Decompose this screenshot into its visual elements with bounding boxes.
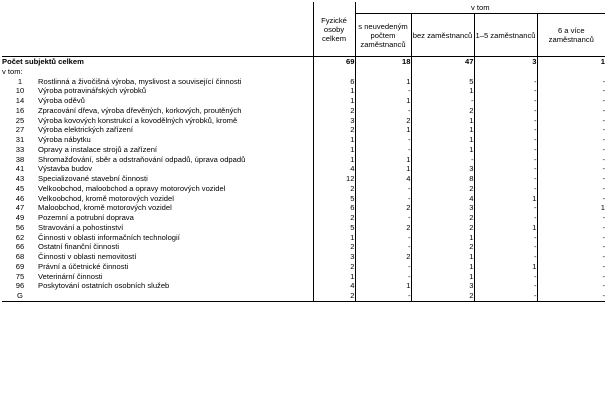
- subgroup-label: v tom:: [2, 66, 23, 76]
- row-value: -: [355, 262, 411, 272]
- row-activity-name: Činnosti v oblasti informačních technologií: [38, 232, 180, 242]
- row-value: -: [355, 86, 411, 96]
- row-code: 14: [15, 96, 25, 105]
- row-activity-name: Shromažďování, sběr a odstraňování odpadů, úprava odpadů: [38, 154, 246, 164]
- row-value: 6: [313, 203, 355, 213]
- empty-cell: [474, 67, 537, 77]
- row-value: -: [474, 213, 537, 223]
- row-value: 1: [355, 155, 411, 165]
- statistics-table: [2, 2, 605, 302]
- row-value: -: [411, 96, 474, 106]
- row-code: 38: [15, 154, 25, 164]
- total-value-all: 69: [313, 57, 355, 67]
- row-value: -: [474, 291, 537, 301]
- row-value: -: [474, 174, 537, 184]
- row-activity-name: Ostatní finanční činnosti: [38, 242, 120, 252]
- row-activity-name: Maloobchod, kromě motorových vozidel: [38, 203, 172, 213]
- row-value: 1: [355, 77, 411, 87]
- row-value: -: [355, 213, 411, 223]
- row-value: -: [537, 77, 605, 87]
- row-value: -: [537, 116, 605, 126]
- row-value: -: [537, 135, 605, 145]
- row-value: -: [355, 242, 411, 252]
- row-value: -: [474, 155, 537, 165]
- row-value: 2: [313, 184, 355, 194]
- row-value: 3: [411, 164, 474, 174]
- row-value: 1: [313, 233, 355, 243]
- row-value: 5: [411, 77, 474, 87]
- row-value: 1: [355, 164, 411, 174]
- row-value: 1: [411, 262, 474, 272]
- row-value: 5: [313, 194, 355, 204]
- table-row: [2, 77, 605, 87]
- row-value: 2: [411, 223, 474, 233]
- table-row: [2, 223, 605, 233]
- row-value: 4: [411, 194, 474, 204]
- row-value: -: [537, 125, 605, 135]
- row-code: 75: [15, 271, 25, 281]
- row-value: -: [537, 252, 605, 262]
- row-value: 4: [355, 174, 411, 184]
- table-row: [2, 164, 605, 174]
- row-value: 2: [355, 203, 411, 213]
- row-value: -: [355, 135, 411, 145]
- row-value: 1: [474, 223, 537, 233]
- row-activity-name: Opravy a instalace strojů a zařízení: [38, 144, 158, 154]
- row-value: 1: [355, 125, 411, 135]
- row-value: 1: [411, 135, 474, 145]
- row-value: -: [537, 291, 605, 301]
- table-row: [2, 184, 605, 194]
- row-value: -: [474, 86, 537, 96]
- row-code: 62: [15, 232, 25, 242]
- row-value: -: [537, 262, 605, 272]
- row-value: 1: [474, 194, 537, 204]
- table-row: [2, 252, 605, 262]
- table-row: [2, 155, 605, 165]
- row-value: -: [355, 272, 411, 282]
- row-value: 4: [313, 281, 355, 291]
- header-blank-cell: [2, 2, 313, 57]
- row-activity-name: Právní a účetnické činnosti: [38, 261, 129, 271]
- row-code: 49: [15, 213, 25, 222]
- table-row: [2, 194, 605, 204]
- row-value: -: [537, 96, 605, 106]
- row-code: 69: [15, 261, 25, 271]
- row-value: -: [474, 281, 537, 291]
- row-value: -: [355, 184, 411, 194]
- row-value: 1: [313, 272, 355, 282]
- table-row: [2, 106, 605, 116]
- row-activity-name: Výroba potravinářských výrobků: [38, 86, 147, 96]
- row-value: -: [537, 164, 605, 174]
- row-value: -: [537, 174, 605, 184]
- row-value: 5: [313, 223, 355, 233]
- total-row: [2, 57, 605, 67]
- row-value: -: [474, 125, 537, 135]
- row-code: 41: [15, 164, 25, 174]
- row-value: 1: [355, 96, 411, 106]
- row-value: -: [537, 155, 605, 165]
- row-value: 2: [411, 106, 474, 116]
- row-code: 1: [17, 76, 23, 86]
- row-value: 4: [313, 164, 355, 174]
- row-code: G: [2, 291, 38, 301]
- total-value-1-5: 3: [474, 57, 537, 67]
- row-value: 1: [313, 135, 355, 145]
- table-row: [2, 262, 605, 272]
- header-6-plus-employees: 6 a více zaměstnanců: [537, 14, 605, 57]
- header-no-employees: bez zaměstnanců: [411, 14, 474, 57]
- row-value: 3: [313, 252, 355, 262]
- row-value: -: [537, 272, 605, 282]
- table-row: [2, 233, 605, 243]
- row-value: 1: [411, 252, 474, 262]
- row-activity-name: Velkoobchod, maloobchod a opravy motorových vozidel: [38, 183, 226, 193]
- table-row: [2, 96, 605, 106]
- row-value: 2: [411, 242, 474, 252]
- row-activity-name: Specializované stavební činnosti: [38, 174, 148, 183]
- row-value: 1: [411, 233, 474, 243]
- row-value: -: [537, 233, 605, 243]
- row-value: -: [474, 135, 537, 145]
- row-activity-name: Výroba kovových konstrukcí a kovodělných výrobků, kromě: [38, 115, 238, 125]
- row-value: -: [474, 145, 537, 155]
- row-value: 2: [355, 116, 411, 126]
- table-row: [2, 281, 605, 291]
- row-code: 33: [15, 144, 25, 154]
- table-row: [2, 272, 605, 282]
- row-value: 12: [313, 174, 355, 184]
- row-value: -: [537, 223, 605, 233]
- row-value: 1: [313, 155, 355, 165]
- row-value: 8: [411, 174, 474, 184]
- row-value: -: [474, 106, 537, 116]
- row-value: 1: [411, 272, 474, 282]
- row-value: -: [474, 252, 537, 262]
- row-value: 1: [355, 281, 411, 291]
- row-value: -: [537, 145, 605, 155]
- total-value-6-plus: 1: [537, 57, 605, 67]
- row-code: 27: [15, 125, 25, 135]
- table-body: [2, 57, 605, 302]
- row-value: -: [355, 145, 411, 155]
- row-activity-name: Zpracování dřeva, výroba dřevěných, korkových, proutěných: [38, 105, 242, 115]
- row-value: 1: [313, 145, 355, 155]
- row-value: -: [474, 77, 537, 87]
- row-code: 25: [15, 115, 25, 125]
- row-value: -: [537, 184, 605, 194]
- row-value: 3: [411, 281, 474, 291]
- row-value: -: [474, 242, 537, 252]
- row-value: -: [474, 116, 537, 126]
- total-value-none: 47: [411, 57, 474, 67]
- row-value: -: [474, 203, 537, 213]
- row-value: -: [355, 291, 411, 301]
- row-value: -: [537, 106, 605, 116]
- row-value: -: [474, 96, 537, 106]
- row-value: -: [411, 155, 474, 165]
- row-value: 2: [313, 242, 355, 252]
- table-row: [2, 291, 605, 301]
- row-value: 1: [474, 262, 537, 272]
- row-value: 6: [313, 77, 355, 87]
- row-activity-name: Stravování a pohostinství: [38, 222, 124, 232]
- row-value: -: [537, 213, 605, 223]
- row-value: -: [537, 86, 605, 96]
- header-group-label: v tom: [355, 2, 605, 14]
- row-activity-name: Výstavba budov: [38, 164, 93, 174]
- table-row: [2, 135, 605, 145]
- row-value: 2: [411, 291, 474, 301]
- row-value: 2: [411, 184, 474, 194]
- row-code: 96: [15, 281, 25, 291]
- row-value: -: [355, 194, 411, 204]
- row-value: -: [474, 164, 537, 174]
- empty-cell: [355, 67, 411, 77]
- table-row: [2, 174, 605, 184]
- row-value: 1: [411, 145, 474, 155]
- row-activity-name: Poskytování ostatních osobních služeb: [38, 281, 170, 291]
- table-row: [2, 203, 605, 213]
- row-value: 2: [355, 252, 411, 262]
- row-value: 1: [313, 86, 355, 96]
- table-row: [2, 242, 605, 252]
- row-value: 1: [313, 96, 355, 106]
- table-header: [2, 2, 605, 57]
- row-code: 68: [15, 252, 25, 261]
- row-value: 2: [411, 213, 474, 223]
- row-activity-name: Veterinární činnosti: [38, 271, 103, 281]
- table-row: [2, 125, 605, 135]
- row-activity-name: Pozemní a potrubní doprava: [38, 213, 134, 222]
- row-code: 47: [15, 203, 25, 213]
- row-value: 2: [313, 291, 355, 301]
- row-activity-name: Výroba oděvů: [38, 96, 85, 105]
- empty-cell: [537, 67, 605, 77]
- row-value: -: [474, 272, 537, 282]
- header-1-5-employees: 1–5 zaměstnanců: [474, 14, 537, 57]
- row-value: 2: [313, 125, 355, 135]
- row-value: 1: [411, 86, 474, 96]
- row-activity-name: [38, 291, 313, 301]
- total-row-label: Počet subjektů celkem: [2, 57, 84, 66]
- row-value: -: [474, 233, 537, 243]
- row-value: 1: [411, 116, 474, 126]
- subgroup-label-row: [2, 67, 605, 77]
- row-value: -: [537, 242, 605, 252]
- row-code: 31: [15, 135, 25, 144]
- row-code: 66: [15, 242, 25, 252]
- row-value: 3: [411, 203, 474, 213]
- row-value: 2: [313, 106, 355, 116]
- row-activity-name: Rostlinná a živočišná výroba, myslivost a související činnosti: [38, 76, 242, 86]
- row-activity-name: Výroba nábytku: [38, 135, 91, 144]
- table-row: [2, 145, 605, 155]
- table-row: [2, 213, 605, 223]
- row-value: -: [537, 194, 605, 204]
- row-code: 46: [15, 193, 25, 203]
- table-row: [2, 86, 605, 96]
- row-activity-name: Výroba elektrických zařízení: [38, 125, 133, 135]
- row-code: 10: [15, 86, 25, 96]
- row-activity-name: Činnosti v oblasti nemovitostí: [38, 252, 137, 261]
- row-value: 1: [537, 203, 605, 213]
- row-activity-name: Velkoobchod, kromě motorových vozidel: [38, 193, 174, 203]
- empty-cell: [411, 67, 474, 77]
- total-value-unspecified: 18: [355, 57, 411, 67]
- empty-cell: [313, 67, 355, 77]
- row-code: 43: [15, 174, 25, 183]
- row-code: 45: [15, 183, 25, 193]
- row-value: 2: [355, 223, 411, 233]
- row-code: 56: [15, 222, 25, 232]
- row-value: 1: [411, 125, 474, 135]
- row-value: 3: [313, 116, 355, 126]
- row-value: -: [355, 233, 411, 243]
- header-unspecified-employees: s neuvedeným počtem zaměstnanců: [355, 14, 411, 57]
- row-value: 2: [313, 213, 355, 223]
- row-value: 2: [313, 262, 355, 272]
- table-row: [2, 116, 605, 126]
- row-value: -: [537, 281, 605, 291]
- row-code: 16: [15, 105, 25, 115]
- header-total-persons: Fyzické osoby celkem: [313, 2, 355, 57]
- row-value: -: [355, 106, 411, 116]
- row-value: -: [474, 184, 537, 194]
